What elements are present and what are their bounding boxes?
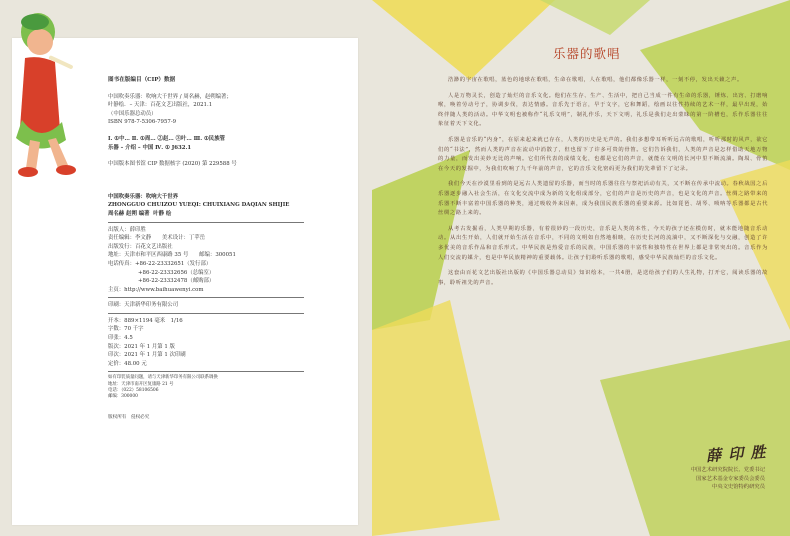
green-shape-top [540, 0, 650, 35]
phone-line: 电话传真：+86-22-23332651（发行部） [108, 260, 212, 267]
handwritten-signature: 薛 印 胜 [705, 442, 768, 466]
author-line: 中国艺术研究院院长、党委书记 [690, 467, 765, 473]
child-playing-flute-illustration [0, 0, 120, 190]
preface-paragraph: 乐器是音乐的“内身”，在原来起来就已存在，人类的历史是无声的。我们多想带耳听听远古的歌唱，听听那时的风声，欲它们的“书法”，然而人类的声音在流动中消散了，但也留下了许多可贵的骨笛。它们告诉我们，人类的声音是怎样借助天地万物的力量，而发出美妙无比的声响。它们所代表的成绩文化，也都是它们的声音，就能在文明的长河中里不断流淌。陶埙、骨笛在今天的发掘中，为我们吹响了九千年前的声音，它的音乐文化密码更为我们的先辈留下了记录。 [438, 136, 768, 172]
format: 开本：889×1194 毫米 1/16 [108, 317, 183, 324]
divider [108, 297, 304, 298]
cip-data-block [108, 76, 338, 423]
preface-paragraph: 这套由百花文艺出版社出版的《中国乐器总动员》知识绘本，一共4册，是送给孩子们的人生礼物，打开它，阅读乐器的故事，聆听祖先的声音。 [438, 270, 768, 286]
notice-line: 电话：（022）58106506 [108, 387, 159, 393]
preface-title: 乐器的歌唱 [553, 46, 621, 61]
classification-line: 乐器 – 介绍 – 中国 Ⅳ. ① J632.1 [108, 144, 192, 151]
preface-paragraph: 浩渺的宇宙在歌唱，蓝色的地球在歌唱，生命在歌唱，人在歌唱，他们都像乐器一样，一刻不停，发出天籁之声。 [448, 77, 743, 83]
green-shape-bottom-right [600, 340, 790, 536]
word-count: 字数：70 千字 [108, 326, 144, 333]
phone-line: +86-22-23332478（邮购部） [138, 278, 215, 285]
cip-line: 叶静绘．– 天津：百花文艺出版社，2021.1 [108, 102, 213, 109]
notice-line: 如有印装质量问题，请与天津新华印务有限公司联系调换 [108, 375, 218, 381]
cip-line: ISBN 978-7-5306-7957-9 [108, 119, 177, 126]
notice-line: 地址：天津市南开区复康路 21 号 [108, 381, 174, 387]
printer: 印刷：天津新华印务有限公司 [108, 302, 179, 309]
address: 地址：天津市和平区西康路 35 号 邮编：300051 [108, 252, 236, 259]
divider [108, 371, 304, 372]
publisher-person: 出版人：薛印胜 [108, 226, 146, 233]
edition: 版次：2021 年 1 月第 1 版 [108, 343, 175, 350]
book-title-pinyin: ZHONGGUO CHUIZOU YUEQI: CHUIXIANG DAQIAN SHIJIE [108, 202, 290, 209]
preface-paragraph: 从考古发掘看，人类早期的乐器，有着很妙的一段历史，音乐是人类的本性，今天的孩子还在模仿时，就本能地随音乐动动。从出生开始，人们就开始生活在音乐中，不同的文明如自然地相映，在历史长河的流淌中，又不断深化与交融，创造了许多优美的音乐作品和音乐形式。中华民族是热爱音乐的民族，中国乐器的丰富性和独特性在世界上都是非常突出的。音乐作为人们交流的媒介，也是中华民族精神的重要载体。让孩子们聆听乐器的歌唱，感受中华民族灿烂的音乐文化。 [438, 225, 768, 261]
classification-line: Ⅰ. ①中… Ⅱ. ①周… ②赵… ③叶… Ⅲ. ①民族管 [108, 135, 225, 142]
divider [108, 313, 304, 314]
price: 定价：48.00 元 [108, 360, 147, 367]
author-line: 中央文史馆特约研究员 [712, 484, 765, 491]
cip-line: （中国乐器总动员） [108, 110, 157, 117]
book-title-cn: 中国吹奏乐器：吹响大千世界 [108, 193, 179, 200]
preface-paragraph: 我们今天在沙漠里看到的是远古人类遗留的乐器，而当时的乐器往往与祭祀活动有关，又不断在传承中流动。春秋战国之后乐器逐步融入社会生活，在文化交流中成为新的文化组成部分，它们的声音是历史的声音，也是文化的声音。丝绸之路带来的乐器不断丰富着中国乐器的种类，通过吸收外来因素，成为我国民族乐器的重要来源。比如琵琶、胡琴、唢呐等乐器都是古代丝绸之路上来的。 [438, 181, 768, 217]
yellow-shape-bottom [372, 300, 500, 536]
preface-body [438, 76, 768, 294]
notice-line: 邮编：300000 [108, 394, 138, 400]
author-line: 国家艺术基金专家委员会委员 [696, 475, 765, 482]
yellow-shape-top [372, 0, 555, 80]
cip-heading: 图书在版编目（CIP）数据 [108, 77, 176, 83]
editors: 责任编辑：李文静 美术设计：丁苹岳 [108, 235, 206, 242]
phone-line: +86-22-23332656（总编室） [138, 269, 215, 276]
rights-notice: 版权所有 侵权必究 [108, 415, 150, 421]
publisher-name: 出版发行：百花文艺出版社 [108, 243, 173, 250]
preface-paragraph: 人是万物灵长，创造了灿烂的音乐文化。他们在生存、生产、生活中，把自己当成一件有生命的乐器，锤炼、出窍、打磨响喉，唤着劳动号子，协调步伐，表达情感。音乐先于语言，早于文字，它和舞蹈，绘画以往性持续的艺术一样，最早出现，始终伴随人类的活动。中华文明也被称作“礼乐文明”，制礼作乐，天下文明，礼乐是我们走出蒙昧的第一阶槽也，乐作乐器往往象征着天下文化。 [438, 92, 768, 128]
cip-number: 中国版本图书馆 CIP 数据核字 (2020) 第 229588 号 [108, 161, 237, 168]
website: 主页：http://www.baihuawenyi.com [108, 286, 204, 293]
divider [108, 222, 304, 223]
impression: 印次：2021 年 1 月第 1 次印刷 [108, 352, 186, 359]
cip-line: 中国吹奏乐器：吹响大千世界 / 周名赫，赵朔编著； [108, 93, 232, 100]
print-sheets: 印张：4.5 [108, 335, 133, 342]
book-authors: 周名赫 赵朔 编著 叶静 绘 [108, 210, 172, 217]
author-titles [640, 466, 765, 492]
